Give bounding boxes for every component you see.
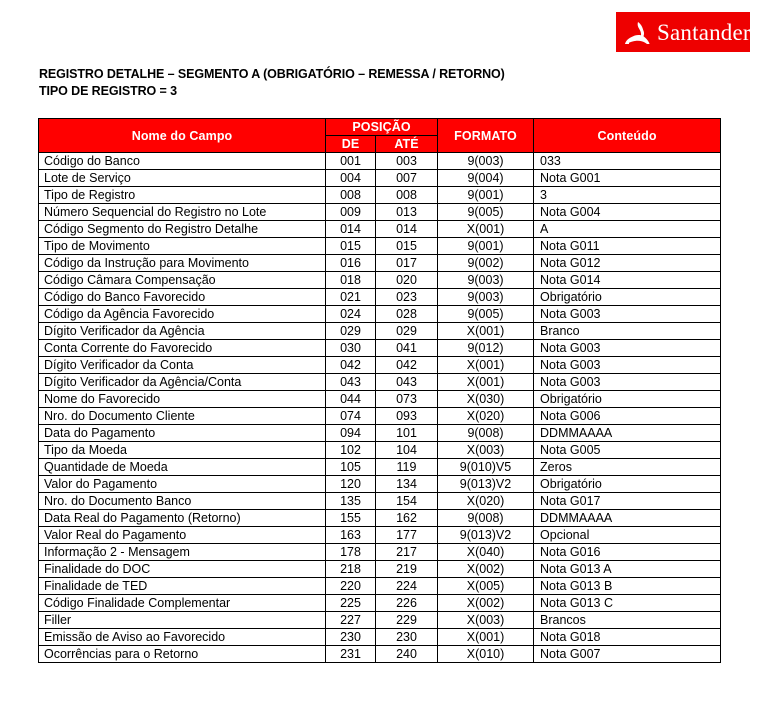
column-header-nome-do-campo: Nome do Campo <box>39 119 326 153</box>
format-cell: 9(003) <box>438 153 534 170</box>
position-from-cell: 120 <box>326 476 376 493</box>
table-row <box>39 357 721 374</box>
table-row <box>39 323 721 340</box>
content-cell: Nota G011 <box>534 238 721 255</box>
position-from-cell: 105 <box>326 459 376 476</box>
table-row <box>39 527 721 544</box>
field-name-cell: Dígito Verificador da Agência <box>39 323 326 340</box>
content-cell: Branco <box>534 323 721 340</box>
table-row <box>39 153 721 170</box>
format-cell: 9(003) <box>438 289 534 306</box>
field-name-cell: Nro. do Documento Cliente <box>39 408 326 425</box>
position-to-cell: 013 <box>376 204 438 221</box>
page-title <box>39 66 505 100</box>
position-to-cell: 017 <box>376 255 438 272</box>
position-from-cell: 227 <box>326 612 376 629</box>
position-from-cell: 220 <box>326 578 376 595</box>
position-from-cell: 018 <box>326 272 376 289</box>
format-cell: 9(013)V2 <box>438 476 534 493</box>
position-to-cell: 093 <box>376 408 438 425</box>
position-from-cell: 008 <box>326 187 376 204</box>
content-cell: Nota G007 <box>534 646 721 663</box>
position-from-cell: 094 <box>326 425 376 442</box>
position-to-cell: 003 <box>376 153 438 170</box>
field-name-cell: Código do Banco Favorecido <box>39 289 326 306</box>
field-name-cell: Tipo da Moeda <box>39 442 326 459</box>
field-name-cell: Dígito Verificador da Agência/Conta <box>39 374 326 391</box>
table-row <box>39 646 721 663</box>
format-cell: 9(005) <box>438 204 534 221</box>
position-from-cell: 163 <box>326 527 376 544</box>
field-name-cell: Valor do Pagamento <box>39 476 326 493</box>
format-cell: X(002) <box>438 595 534 612</box>
position-to-cell: 008 <box>376 187 438 204</box>
content-cell: Nota G018 <box>534 629 721 646</box>
table-row <box>39 561 721 578</box>
position-from-cell: 015 <box>326 238 376 255</box>
format-cell: X(030) <box>438 391 534 408</box>
content-cell: Nota G006 <box>534 408 721 425</box>
format-cell: X(003) <box>438 612 534 629</box>
position-to-cell: 101 <box>376 425 438 442</box>
content-cell: Nota G003 <box>534 357 721 374</box>
position-to-cell: 230 <box>376 629 438 646</box>
table-row <box>39 374 721 391</box>
content-cell: Opcional <box>534 527 721 544</box>
column-header-ate: ATÉ <box>376 136 438 153</box>
field-name-cell: Código da Instrução para Movimento <box>39 255 326 272</box>
format-cell: 9(001) <box>438 187 534 204</box>
column-header-posicao: POSIÇÃO <box>326 119 438 136</box>
position-to-cell: 104 <box>376 442 438 459</box>
field-name-cell: Nro. do Documento Banco <box>39 493 326 510</box>
table-row <box>39 442 721 459</box>
position-from-cell: 030 <box>326 340 376 357</box>
format-cell: X(020) <box>438 493 534 510</box>
position-to-cell: 217 <box>376 544 438 561</box>
format-cell: 9(005) <box>438 306 534 323</box>
format-cell: X(001) <box>438 323 534 340</box>
format-cell: 9(004) <box>438 170 534 187</box>
position-from-cell: 021 <box>326 289 376 306</box>
position-to-cell: 162 <box>376 510 438 527</box>
content-cell: DDMMAAAA <box>534 425 721 442</box>
position-from-cell: 024 <box>326 306 376 323</box>
table-row <box>39 459 721 476</box>
table-row <box>39 510 721 527</box>
table-row <box>39 391 721 408</box>
position-to-cell: 226 <box>376 595 438 612</box>
content-cell: Nota G003 <box>534 374 721 391</box>
table-row <box>39 306 721 323</box>
position-from-cell: 004 <box>326 170 376 187</box>
content-cell: Nota G003 <box>534 340 721 357</box>
field-name-cell: Código Segmento do Registro Detalhe <box>39 221 326 238</box>
position-from-cell: 029 <box>326 323 376 340</box>
page-title-line-2: TIPO DE REGISTRO = 3 <box>39 84 177 98</box>
position-to-cell: 119 <box>376 459 438 476</box>
position-to-cell: 041 <box>376 340 438 357</box>
format-cell: X(001) <box>438 629 534 646</box>
position-from-cell: 042 <box>326 357 376 374</box>
position-to-cell: 042 <box>376 357 438 374</box>
content-cell: Nota G003 <box>534 306 721 323</box>
table-body <box>39 153 721 663</box>
field-name-cell: Nome do Favorecido <box>39 391 326 408</box>
position-from-cell: 044 <box>326 391 376 408</box>
format-cell: 9(003) <box>438 272 534 289</box>
format-cell: X(001) <box>438 221 534 238</box>
position-from-cell: 178 <box>326 544 376 561</box>
table-header <box>39 119 721 153</box>
table-row <box>39 578 721 595</box>
field-name-cell: Informação 2 - Mensagem <box>39 544 326 561</box>
field-name-cell: Data Real do Pagamento (Retorno) <box>39 510 326 527</box>
field-name-cell: Código Finalidade Complementar <box>39 595 326 612</box>
content-cell: Nota G005 <box>534 442 721 459</box>
position-to-cell: 073 <box>376 391 438 408</box>
field-name-cell: Código Câmara Compensação <box>39 272 326 289</box>
position-from-cell: 102 <box>326 442 376 459</box>
field-name-cell: Emissão de Aviso ao Favorecido <box>39 629 326 646</box>
position-to-cell: 023 <box>376 289 438 306</box>
santander-flame-icon <box>625 22 650 44</box>
column-header-formato: FORMATO <box>438 119 534 153</box>
position-to-cell: 177 <box>376 527 438 544</box>
field-name-cell: Lote de Serviço <box>39 170 326 187</box>
format-cell: X(003) <box>438 442 534 459</box>
content-cell: 033 <box>534 153 721 170</box>
position-from-cell: 009 <box>326 204 376 221</box>
content-cell: Obrigatório <box>534 289 721 306</box>
position-from-cell: 155 <box>326 510 376 527</box>
content-cell: Nota G012 <box>534 255 721 272</box>
field-name-cell: Filler <box>39 612 326 629</box>
format-cell: 9(012) <box>438 340 534 357</box>
table-row <box>39 408 721 425</box>
content-cell: Nota G013 B <box>534 578 721 595</box>
format-cell: 9(001) <box>438 238 534 255</box>
table-row <box>39 629 721 646</box>
table-row <box>39 272 721 289</box>
content-cell: Nota G017 <box>534 493 721 510</box>
content-cell: Obrigatório <box>534 476 721 493</box>
santander-logo <box>616 12 750 52</box>
position-to-cell: 219 <box>376 561 438 578</box>
table-row <box>39 204 721 221</box>
field-name-cell: Ocorrências para o Retorno <box>39 646 326 663</box>
table-header-row-1 <box>39 119 721 136</box>
field-name-cell: Dígito Verificador da Conta <box>39 357 326 374</box>
content-cell: Brancos <box>534 612 721 629</box>
field-name-cell: Tipo de Registro <box>39 187 326 204</box>
table-row <box>39 612 721 629</box>
field-name-cell: Conta Corrente do Favorecido <box>39 340 326 357</box>
table-row <box>39 544 721 561</box>
position-to-cell: 014 <box>376 221 438 238</box>
format-cell: X(002) <box>438 561 534 578</box>
content-cell: Obrigatório <box>534 391 721 408</box>
position-from-cell: 230 <box>326 629 376 646</box>
format-cell: 9(008) <box>438 425 534 442</box>
position-to-cell: 229 <box>376 612 438 629</box>
format-cell: 9(013)V2 <box>438 527 534 544</box>
content-cell: Nota G016 <box>534 544 721 561</box>
table-row <box>39 289 721 306</box>
position-from-cell: 074 <box>326 408 376 425</box>
content-cell: A <box>534 221 721 238</box>
santander-wordmark: Santander <box>657 19 751 45</box>
content-cell: Zeros <box>534 459 721 476</box>
format-cell: X(005) <box>438 578 534 595</box>
format-cell: 9(010)V5 <box>438 459 534 476</box>
format-cell: X(001) <box>438 357 534 374</box>
content-cell: Nota G001 <box>534 170 721 187</box>
field-name-cell: Quantidade de Moeda <box>39 459 326 476</box>
content-cell: Nota G013 C <box>534 595 721 612</box>
table-row <box>39 238 721 255</box>
position-to-cell: 043 <box>376 374 438 391</box>
position-to-cell: 020 <box>376 272 438 289</box>
field-name-cell: Código da Agência Favorecido <box>39 306 326 323</box>
position-from-cell: 135 <box>326 493 376 510</box>
position-from-cell: 043 <box>326 374 376 391</box>
content-cell: Nota G004 <box>534 204 721 221</box>
content-cell: 3 <box>534 187 721 204</box>
field-name-cell: Data do Pagamento <box>39 425 326 442</box>
column-header-de: DE <box>326 136 376 153</box>
field-name-cell: Código do Banco <box>39 153 326 170</box>
table-row <box>39 595 721 612</box>
column-header-conteudo: Conteúdo <box>534 119 721 153</box>
position-to-cell: 134 <box>376 476 438 493</box>
position-from-cell: 016 <box>326 255 376 272</box>
record-layout-table <box>38 118 721 663</box>
field-name-cell: Valor Real do Pagamento <box>39 527 326 544</box>
position-from-cell: 225 <box>326 595 376 612</box>
table-row <box>39 493 721 510</box>
position-to-cell: 007 <box>376 170 438 187</box>
content-cell: DDMMAAAA <box>534 510 721 527</box>
position-to-cell: 028 <box>376 306 438 323</box>
field-name-cell: Número Sequencial do Registro no Lote <box>39 204 326 221</box>
table-row <box>39 170 721 187</box>
page-title-line-1: REGISTRO DETALHE – SEGMENTO A (OBRIGATÓRIO – REMESSA / RETORNO) <box>39 67 505 81</box>
record-layout-table-container <box>38 118 720 663</box>
format-cell: 9(002) <box>438 255 534 272</box>
position-from-cell: 014 <box>326 221 376 238</box>
format-cell: X(020) <box>438 408 534 425</box>
table-row <box>39 255 721 272</box>
content-cell: Nota G014 <box>534 272 721 289</box>
table-row <box>39 340 721 357</box>
position-to-cell: 240 <box>376 646 438 663</box>
format-cell: X(001) <box>438 374 534 391</box>
position-to-cell: 154 <box>376 493 438 510</box>
position-to-cell: 224 <box>376 578 438 595</box>
table-row <box>39 476 721 493</box>
position-from-cell: 231 <box>326 646 376 663</box>
table-row <box>39 221 721 238</box>
field-name-cell: Finalidade de TED <box>39 578 326 595</box>
format-cell: X(010) <box>438 646 534 663</box>
table-row <box>39 187 721 204</box>
position-to-cell: 029 <box>376 323 438 340</box>
format-cell: X(040) <box>438 544 534 561</box>
position-from-cell: 218 <box>326 561 376 578</box>
position-to-cell: 015 <box>376 238 438 255</box>
table-row <box>39 425 721 442</box>
position-from-cell: 001 <box>326 153 376 170</box>
format-cell: 9(008) <box>438 510 534 527</box>
field-name-cell: Tipo de Movimento <box>39 238 326 255</box>
field-name-cell: Finalidade do DOC <box>39 561 326 578</box>
content-cell: Nota G013 A <box>534 561 721 578</box>
